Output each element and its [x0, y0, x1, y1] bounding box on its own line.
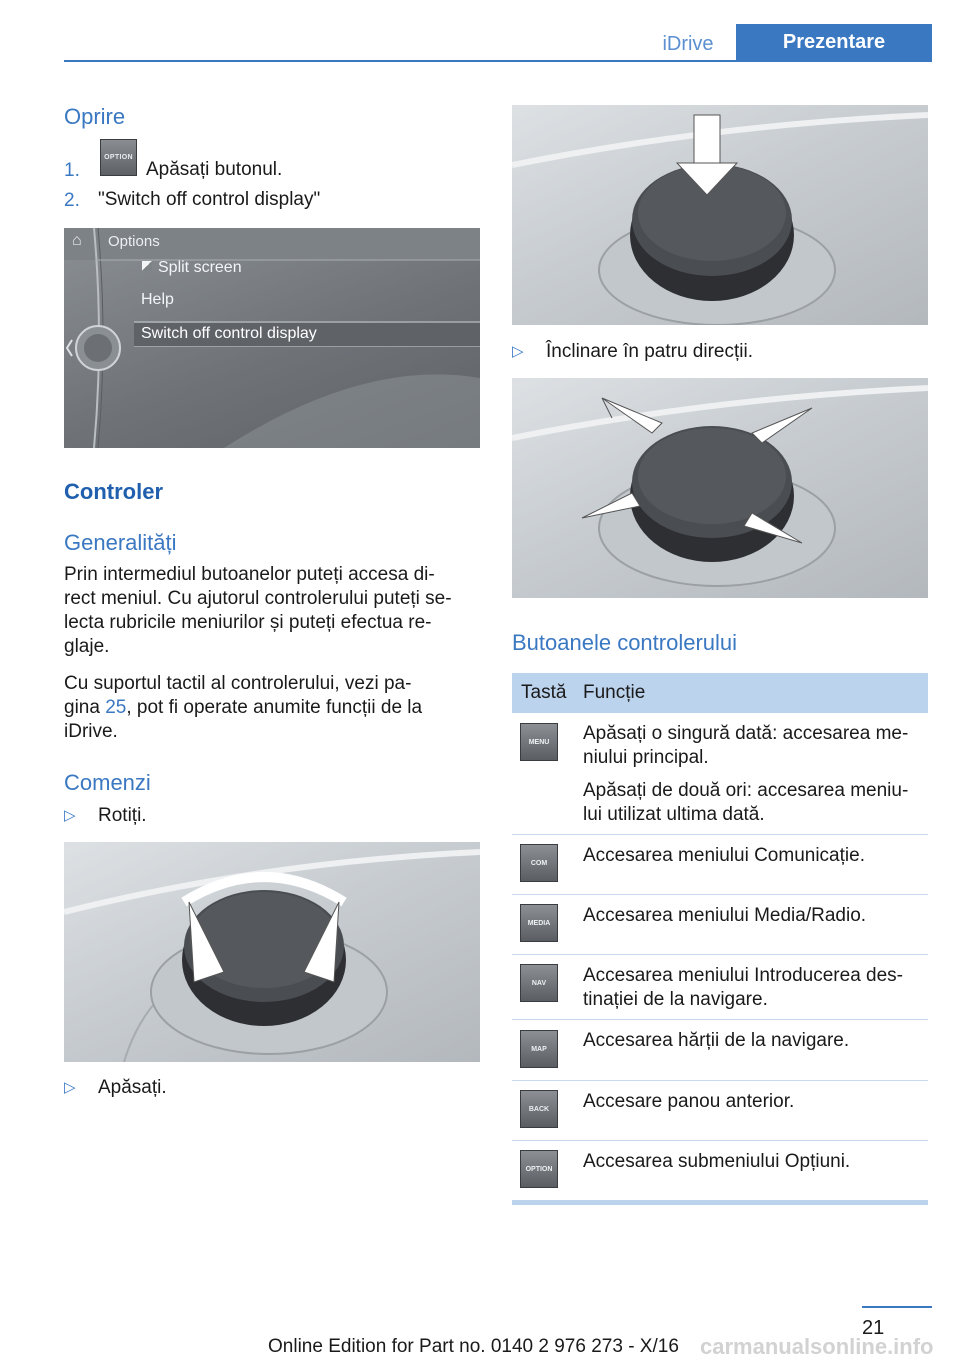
menu-key-icon: MENU [520, 723, 558, 761]
table-row [583, 964, 923, 1012]
bullet-tilt-text: Înclinare în patru direcții. [546, 341, 753, 362]
row-text-line: Accesarea meniului Media/Radio. [583, 905, 867, 926]
table-row [583, 844, 923, 868]
paragraph-touch-line: Cu suportul tactil al controlerului, vezi pa‐ [64, 673, 412, 694]
footer-rule [862, 1306, 932, 1308]
back-key-icon: BACK [520, 1090, 558, 1128]
table-header [512, 673, 928, 713]
row-divider [512, 1019, 928, 1020]
com-key-icon: COM [520, 844, 558, 882]
footer-edition: Online Edition for Part no. 0140 2 976 273 - X/16 [268, 1336, 679, 1357]
heading-comenzi: Comenzi [64, 770, 151, 795]
heading-butoanele: Butoanele controlerului [512, 630, 738, 655]
paragraph-intro-line: lecta rubricile meniurilor și puteți efectua re‐ [64, 612, 432, 633]
map-key-icon: MAP [520, 1030, 558, 1068]
controller-press-photo [512, 105, 928, 325]
controller-tilt-illustration [512, 378, 928, 598]
row-text-line: Accesarea hărții de la navigare. [583, 1030, 850, 1051]
row-divider [512, 894, 928, 895]
split-screen-icon [142, 261, 152, 271]
bullet-press-text: Apăsați. [98, 1077, 167, 1098]
controller-rotate-photo [64, 842, 480, 1062]
step-2-number: 2. [64, 190, 80, 211]
row-text-line: Apăsați o singură dată: accesarea me‐ [583, 723, 909, 744]
option-key-icon: OPTION [100, 139, 137, 176]
nav-key-icon: NAV [520, 964, 558, 1002]
row-divider [512, 954, 928, 955]
controller-rotate-illustration [64, 842, 480, 1062]
screen-item-switch-off: Switch off control display [141, 325, 317, 342]
step-1-number: 1. [64, 160, 80, 181]
watermark: carmanualsonline.info [700, 1334, 934, 1359]
screen-title: Options [108, 233, 160, 250]
column-header-function: Funcție [583, 682, 646, 703]
screen-item-split: Split screen [158, 259, 242, 276]
row-text-line: niului principal. [583, 747, 709, 768]
bullet-marker-icon: ▷ [64, 1079, 76, 1096]
page-link-25[interactable]: 25 [105, 697, 127, 718]
paragraph-intro-line: rect meniul. Cu ajutorul controlerului puteți se‐ [64, 588, 452, 609]
header-rule [64, 60, 932, 62]
row-text-line: tinației de la navigare. [583, 989, 768, 1010]
row-text-line: Accesarea meniului Introducerea des‐ [583, 965, 904, 986]
table-row [583, 904, 923, 928]
row-text-line: Apăsați de două ori: accesarea meniu‐ [583, 780, 909, 801]
row-text-line: Accesarea meniului Comunicație. [583, 845, 865, 866]
table-row [583, 1029, 923, 1053]
bullet-rotate-text: Rotiți. [98, 805, 147, 826]
step-1-text: Apăsați butonul. [146, 159, 283, 180]
control-display-screenshot [64, 228, 480, 448]
heading-controler: Controler [64, 479, 163, 504]
page-number: 21 [862, 1317, 885, 1339]
bullet-marker-icon: ▷ [512, 343, 524, 360]
paragraph-touch-line [64, 696, 484, 720]
step-2-text: "Switch off control display" [98, 189, 321, 210]
option-key-icon: OPTION [520, 1150, 558, 1188]
controller-press-illustration [512, 105, 928, 325]
row-text-line: Accesarea submeniului Opțiuni. [583, 1151, 851, 1172]
home-icon: ⌂ [72, 232, 82, 249]
row-divider [512, 834, 928, 835]
text-fragment: gina [64, 697, 106, 718]
bullet-marker-icon: ▷ [64, 807, 76, 824]
table-row [583, 1150, 923, 1174]
controller-tilt-photo [512, 378, 928, 598]
paragraph-touch [64, 672, 484, 744]
heading-oprire: Oprire [64, 104, 126, 129]
screen-item-help: Help [141, 291, 174, 308]
row-text-line: lui utilizat ultima dată. [583, 804, 765, 825]
heading-generalitati: Generalități [64, 530, 177, 555]
header-section-label: iDrive [662, 33, 714, 55]
table-row [583, 722, 923, 827]
row-divider [512, 1140, 928, 1141]
paragraph-intro-line: glaje. [64, 636, 110, 657]
table-bottom-bar [512, 1200, 928, 1205]
row-divider [512, 1080, 928, 1081]
row-text-line: Accesare panou anterior. [583, 1091, 795, 1112]
header-chapter-tab: Prezentare [736, 24, 932, 61]
text-fragment: , pot fi operate anumite funcții de la [126, 697, 423, 718]
column-header-key: Tastă [521, 682, 567, 703]
paragraph-touch-line: iDrive. [64, 721, 118, 742]
paragraph-intro-line: Prin intermediul butoanelor puteți accesa di‐ [64, 564, 435, 585]
table-row [583, 1090, 923, 1114]
paragraph-intro [64, 563, 484, 659]
media-key-icon: MEDIA [520, 904, 558, 942]
